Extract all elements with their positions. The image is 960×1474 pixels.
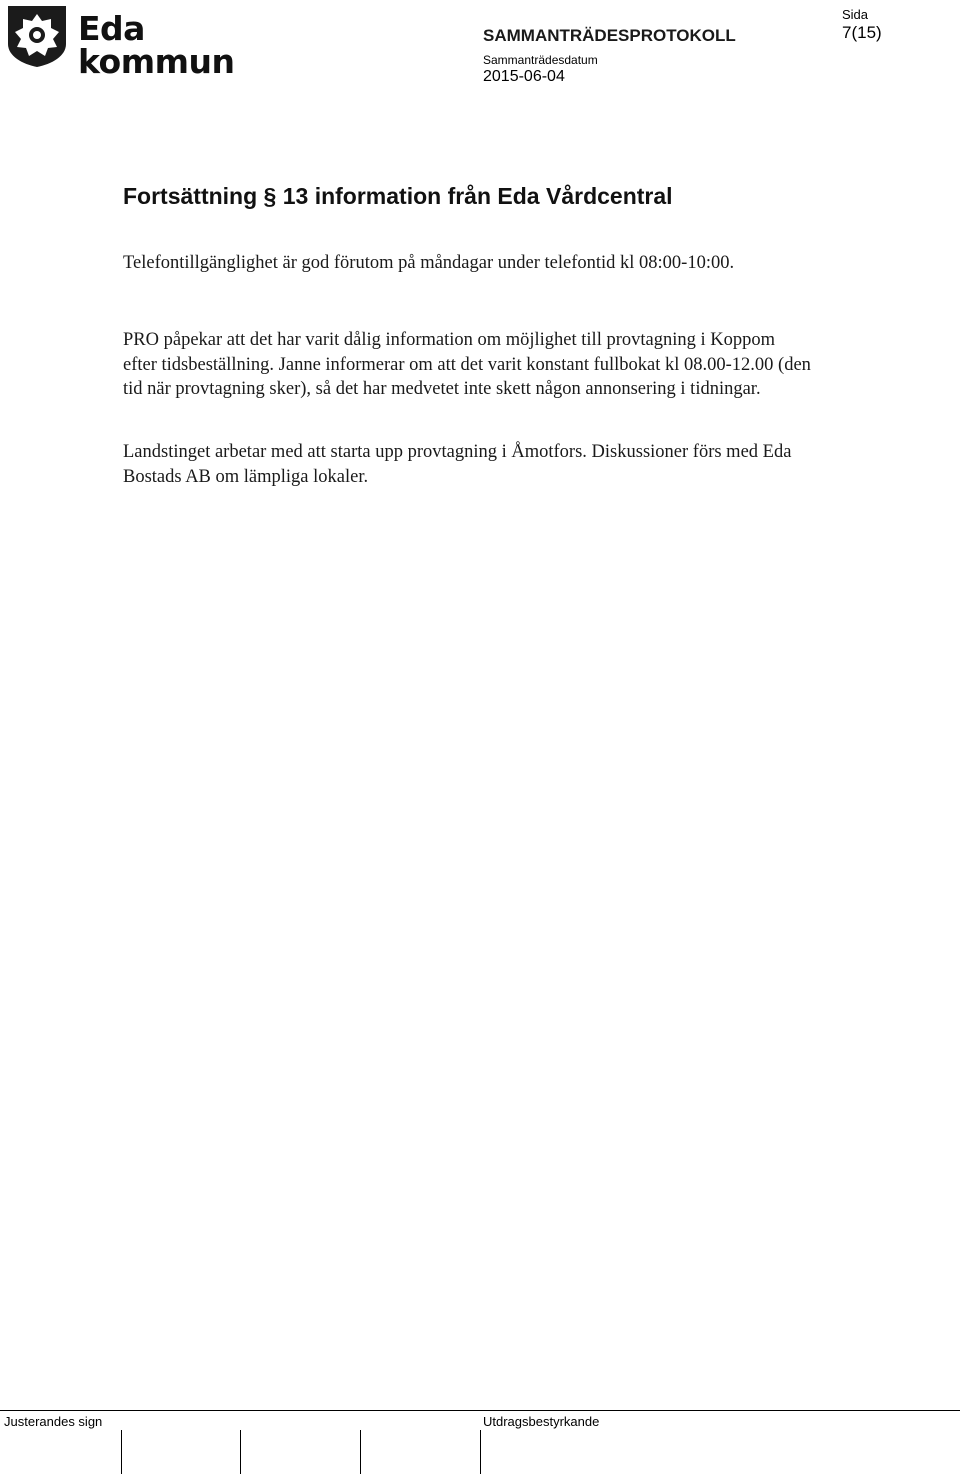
logo-wordmark: Eda kommun <box>78 9 235 81</box>
signature-box-divider <box>121 1430 122 1474</box>
meeting-date: 2015-06-04 <box>483 68 565 85</box>
page-number: 7(15) <box>842 23 882 42</box>
paragraph: Telefontillgänglighet är god förutom på måndagar under telefontid kl 08:00-10:00. <box>123 253 735 273</box>
signature-box-divider <box>360 1430 361 1474</box>
coat-of-arms-icon <box>6 4 68 68</box>
extract-certification-label: Utdragsbestyrkande <box>483 1414 600 1429</box>
municipality-logo <box>6 4 306 81</box>
meeting-date-label: Sammanträdesdatum <box>483 53 598 67</box>
adjuster-sign-label: Justerandes sign <box>4 1414 103 1429</box>
document-type: SAMMANTRÄDESPROTOKOLL <box>483 26 736 45</box>
paragraph: PRO påpekar att det har varit dålig information om möjlighet till provtagning i Koppom efter tidsbeställning. Janne informerar om att det varit konstant fullbokat kl 08.00-12.00 (den tid när provtagning sker), så det har medvetet inte skett någon annonsering i tidningar. <box>123 330 811 399</box>
signature-box-divider <box>240 1430 241 1474</box>
signature-box-divider <box>480 1430 481 1474</box>
section-title: Fortsättning § 13 information från Eda Vårdcentral <box>123 183 673 209</box>
footer-divider <box>0 1410 960 1411</box>
page-label: Sida <box>842 7 869 22</box>
paragraph: Landstinget arbetar med att starta upp provtagning i Åmotfors. Diskussioner förs med Eda Bostads AB om lämpliga lokaler. <box>123 442 792 487</box>
